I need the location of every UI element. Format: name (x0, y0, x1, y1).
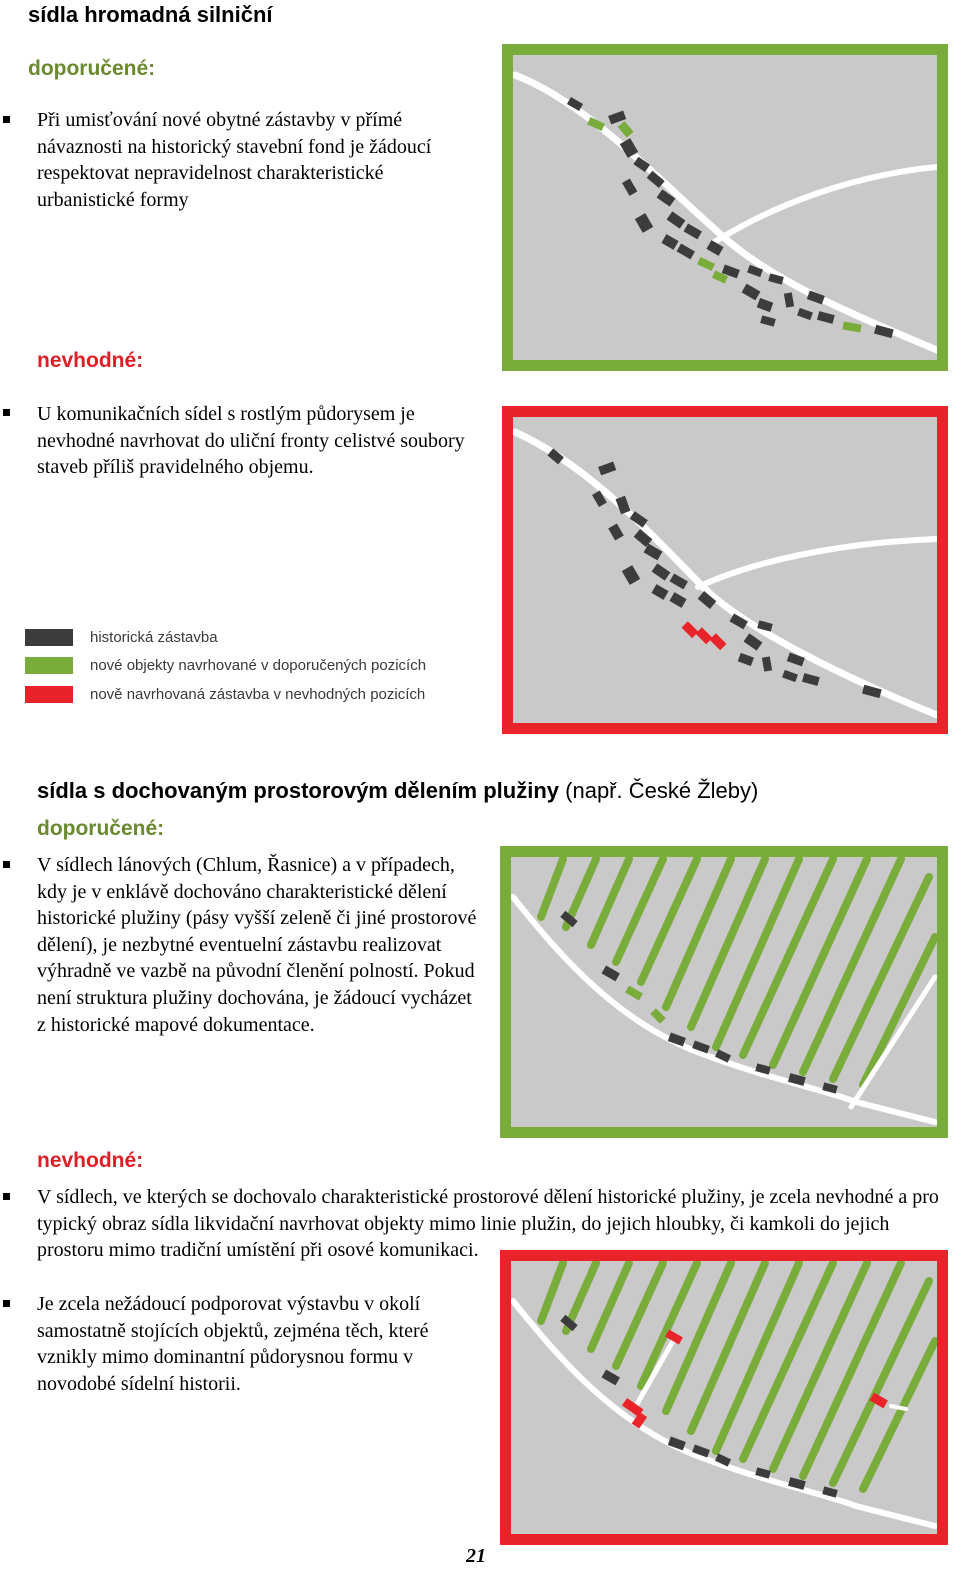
section-title-field-division (37, 778, 758, 804)
recommended-label: doporučené: (37, 817, 165, 840)
legend-item-recommended (25, 657, 426, 674)
unsuitable-label: nevhodné: (37, 1149, 144, 1172)
section-title-text: sídla s dochovaným prostorovým dělením plužiny (37, 778, 560, 803)
legend-label: nově navrhovaná zástavba v nevhodných pozicích (90, 686, 426, 703)
figure-field-strips-unsuitable (500, 1250, 948, 1545)
recommended-paragraph: Při umisťování nové obytné zástavby v přímé návaznosti na historický stavební fond je žádoucí respektovat nepravidelnost charakteristické urbanistické formy (37, 109, 432, 211)
legend-label: nové objekty navrhované v doporučených pozicích (90, 657, 427, 674)
unsuitable-paragraph-2: Je zcela nežádoucí podporovat výstavbu v okolí samostatně stojících objektů, zejména těch, které vznikly mimo dominantní půdorysnou formu v novodobé sídelní historii. (37, 1293, 429, 1395)
bullet-icon (3, 861, 10, 868)
recommended-paragraph: V sídlech lánových (Chlum, Řasnice) a v případech, kdy je v enklávě dochováno charakteristické dělení historické plužiny (pásy vyšší zeleně či jiné prostorové dělení), je nezbytné eventuelní zástavbu realizovat výhradně ve vazbě na původní členění polností. Pokud není struktura plužiny dochována, je žádoucí vycházet z historické mapové dokumentace. (37, 854, 477, 1036)
section-title-road-villages: sídla hromadná silniční (28, 2, 273, 27)
figure-field-strips-recommended (500, 846, 948, 1138)
legend-item-historic (25, 629, 218, 646)
unsuitable-paragraph: U komunikačních sídel s rostlým půdorysem je nevhodné navrhovat do uliční fronty celistvé soubory staveb příliš pravidelného objemu. (37, 403, 465, 479)
legend-item-unsuitable (25, 686, 425, 703)
section-title-note: (např. České Žleby) (565, 778, 759, 803)
legend-swatch (25, 657, 73, 674)
legend-swatch (25, 686, 73, 703)
bullet-icon (3, 116, 10, 123)
bullet-icon (3, 1300, 10, 1307)
recommended-label: doporučené: (28, 57, 156, 80)
bullet-icon (3, 1193, 10, 1200)
unsuitable-paragraph-1-text: V sídlech, ve kterých se dochovalo charakteristické prostorové dělení historické plužiny, je zcela nevhodné a pro typický obraz sídla likvidační navrhovat objekty mimo linie plužin, do jejich hloubky, či kamkoli do jejich prostoru mimo tradiční umístění při osové komunikaci. (37, 1186, 939, 1262)
figure-road-village-recommended (502, 44, 948, 371)
unsuitable-label: nevhodné: (37, 349, 144, 372)
figure-road-village-unsuitable (502, 406, 948, 734)
legend-label: historická zástavba (90, 629, 218, 646)
page-number: 21 (466, 1545, 486, 1567)
legend-swatch (25, 629, 73, 646)
bullet-icon (3, 409, 10, 416)
